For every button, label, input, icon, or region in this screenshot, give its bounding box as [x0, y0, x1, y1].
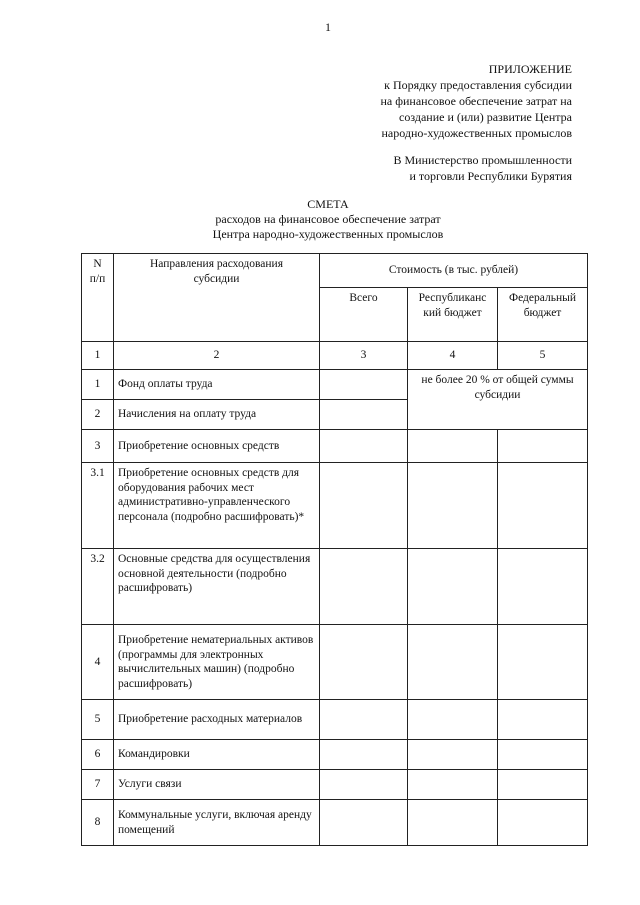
- table-row: [82, 700, 588, 740]
- row-num: 8: [82, 800, 114, 846]
- column-number: 3: [320, 342, 408, 370]
- cell-total: [320, 370, 408, 400]
- row-name: Приобретение основных средств для оборудования рабочих мест административно-управленческого персонала (подробно расшифровать)*: [114, 463, 320, 549]
- document-title-line: расходов на финансовое обеспечение затрат: [215, 212, 441, 226]
- table-row: [82, 625, 588, 700]
- appendix-title: ПРИЛОЖЕНИЕ: [488, 62, 572, 76]
- row-name: Фонд оплаты труда: [114, 370, 320, 400]
- row-name: Услуги связи: [114, 770, 320, 800]
- row-num: 5: [82, 700, 114, 740]
- cell-republic: [408, 770, 498, 800]
- column-number: 2: [114, 342, 320, 370]
- table-row: [82, 463, 588, 549]
- appendix-block: [272, 61, 572, 141]
- row-name: Коммунальные услуги, включая аренду помещений: [114, 800, 320, 846]
- table-row: [82, 800, 588, 846]
- row-name: Приобретение нематериальных активов (программы для электронных вычислительных машин) (подробно расшифровать): [114, 625, 320, 700]
- recipient-block: [272, 152, 572, 184]
- cell-republic: [408, 625, 498, 700]
- cell-total: [320, 740, 408, 770]
- cell-federal: [498, 463, 588, 549]
- cell-total: [320, 700, 408, 740]
- cell-total: [320, 400, 408, 430]
- cell-republic: [408, 463, 498, 549]
- row-num: 6: [82, 740, 114, 770]
- merged-note: не более 20 % от общей суммы субсидии: [408, 370, 588, 430]
- cell-federal: [498, 740, 588, 770]
- cell-republic: [408, 800, 498, 846]
- cell-federal: [498, 430, 588, 463]
- header-total: Всего: [320, 288, 408, 342]
- document-title-line: Центра народно-художественных промыслов: [212, 227, 444, 241]
- cell-total: [320, 800, 408, 846]
- row-num: 7: [82, 770, 114, 800]
- cell-federal: [498, 700, 588, 740]
- row-name: Командировки: [114, 740, 320, 770]
- table-row: [82, 549, 588, 625]
- cell-federal: [498, 770, 588, 800]
- document-title-main: СМЕТА: [307, 197, 349, 211]
- cell-total: [320, 549, 408, 625]
- table-row: [82, 430, 588, 463]
- cell-total: [320, 770, 408, 800]
- recipient-line: и торговли Республики Бурятия: [409, 169, 572, 183]
- appendix-line: на финансовое обеспечение затрат на: [380, 94, 572, 108]
- cell-republic: [408, 549, 498, 625]
- appendix-line: создание и (или) развитие Центра: [399, 110, 572, 124]
- recipient-line: В Министерство промышленности: [393, 153, 572, 167]
- cell-total: [320, 625, 408, 700]
- appendix-line: народно-художественных промыслов: [381, 126, 572, 140]
- row-num: 3.1: [82, 463, 114, 549]
- cell-republic: [408, 740, 498, 770]
- appendix-line: к Порядку предоставления субсидии: [384, 78, 572, 92]
- column-number: 5: [498, 342, 588, 370]
- cell-federal: [498, 800, 588, 846]
- row-name: Приобретение расходных материалов: [114, 700, 320, 740]
- cell-total: [320, 463, 408, 549]
- column-number: 4: [408, 342, 498, 370]
- row-name: Основные средства для осуществления основной деятельности (подробно расшифровать): [114, 549, 320, 625]
- table-row: [82, 770, 588, 800]
- cell-federal: [498, 549, 588, 625]
- row-num: 1: [82, 370, 114, 400]
- row-num: 2: [82, 400, 114, 430]
- header-num: N п/п: [82, 254, 114, 342]
- table-row: [82, 370, 588, 400]
- row-num: 4: [82, 625, 114, 700]
- row-name: Приобретение основных средств: [114, 430, 320, 463]
- cell-republic: [408, 700, 498, 740]
- document-title: [0, 197, 640, 242]
- cell-total: [320, 430, 408, 463]
- budget-table: [81, 253, 588, 846]
- row-name: Начисления на оплату труда: [114, 400, 320, 430]
- cell-republic: [408, 430, 498, 463]
- header-republic: Республиканс кий бюджет: [408, 288, 498, 342]
- header-cost: Стоимость (в тыс. рублей): [320, 254, 588, 288]
- column-number: 1: [82, 342, 114, 370]
- cell-federal: [498, 625, 588, 700]
- row-num: 3: [82, 430, 114, 463]
- table-row: [82, 740, 588, 770]
- page-number: 1: [325, 20, 331, 34]
- row-num: 3.2: [82, 549, 114, 625]
- header-direction: Направления расходования субсидии: [114, 254, 320, 342]
- header-federal: Федеральный бюджет: [498, 288, 588, 342]
